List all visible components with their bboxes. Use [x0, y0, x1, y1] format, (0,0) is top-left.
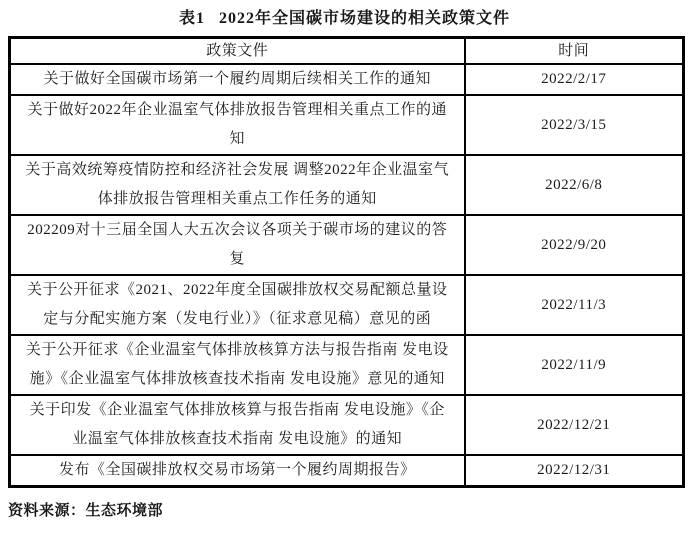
table-row: [10, 95, 684, 155]
policy-name-cell: 关于公开征求《2021、2022年度全国碳排放权交易配额总量设定与分配实施方案（发电行业）》（征求意见稿）意见的函: [10, 275, 465, 335]
table-title-text: 2022年全国碳市场建设的相关政策文件: [219, 10, 511, 27]
table-header-row: [10, 38, 684, 65]
policy-name-cell: 关于印发《企业温室气体排放核算与报告指南 发电设施》《企业温室气体排放核查技术指南 发电设施》的通知: [10, 395, 465, 455]
column-header-date: 时间: [465, 38, 684, 65]
policy-date-cell: 2022/11/3: [465, 275, 684, 335]
table-row: [10, 64, 684, 95]
policy-name-cell: 关于公开征求《企业温室气体排放核算方法与报告指南 发电设施》《企业温室气体排放核查技术指南 发电设施》意见的通知: [10, 335, 465, 395]
column-header-policy: 政策文件: [10, 38, 465, 65]
policy-date-cell: 2022/3/15: [465, 95, 684, 155]
policy-table-body: [10, 64, 684, 487]
table-row: [10, 395, 684, 455]
policy-date-cell: 2022/12/31: [465, 455, 684, 487]
table-title: [0, 0, 689, 28]
policy-date-cell: 2022/9/20: [465, 215, 684, 275]
table-row: [10, 155, 684, 215]
table-row: [10, 455, 684, 487]
table-row: [10, 215, 684, 275]
table-row: [10, 335, 684, 395]
policy-date-cell: 2022/12/21: [465, 395, 684, 455]
table-row: [10, 275, 684, 335]
policy-date-cell: 2022/11/9: [465, 335, 684, 395]
policy-table: [8, 36, 685, 488]
table-title-number: 表1: [178, 10, 205, 27]
policy-name-cell: 202209对十三届全国人大五次会议各项关于碳市场的建议的答复: [10, 215, 465, 275]
policy-name-cell: 关于做好全国碳市场第一个履约周期后续相关工作的通知: [10, 64, 465, 95]
policy-name-cell: 关于做好2022年企业温室气体排放报告管理相关重点工作的通知: [10, 95, 465, 155]
policy-name-cell: 关于高效统筹疫情防控和经济社会发展 调整2022年企业温室气体排放报告管理相关重点工作任务的通知: [10, 155, 465, 215]
policy-date-cell: 2022/2/17: [465, 64, 684, 95]
source-note: 资料来源：生态环境部: [8, 503, 164, 519]
policy-name-cell: 发布《全国碳排放权交易市场第一个履约周期报告》: [10, 455, 465, 487]
policy-date-cell: 2022/6/8: [465, 155, 684, 215]
